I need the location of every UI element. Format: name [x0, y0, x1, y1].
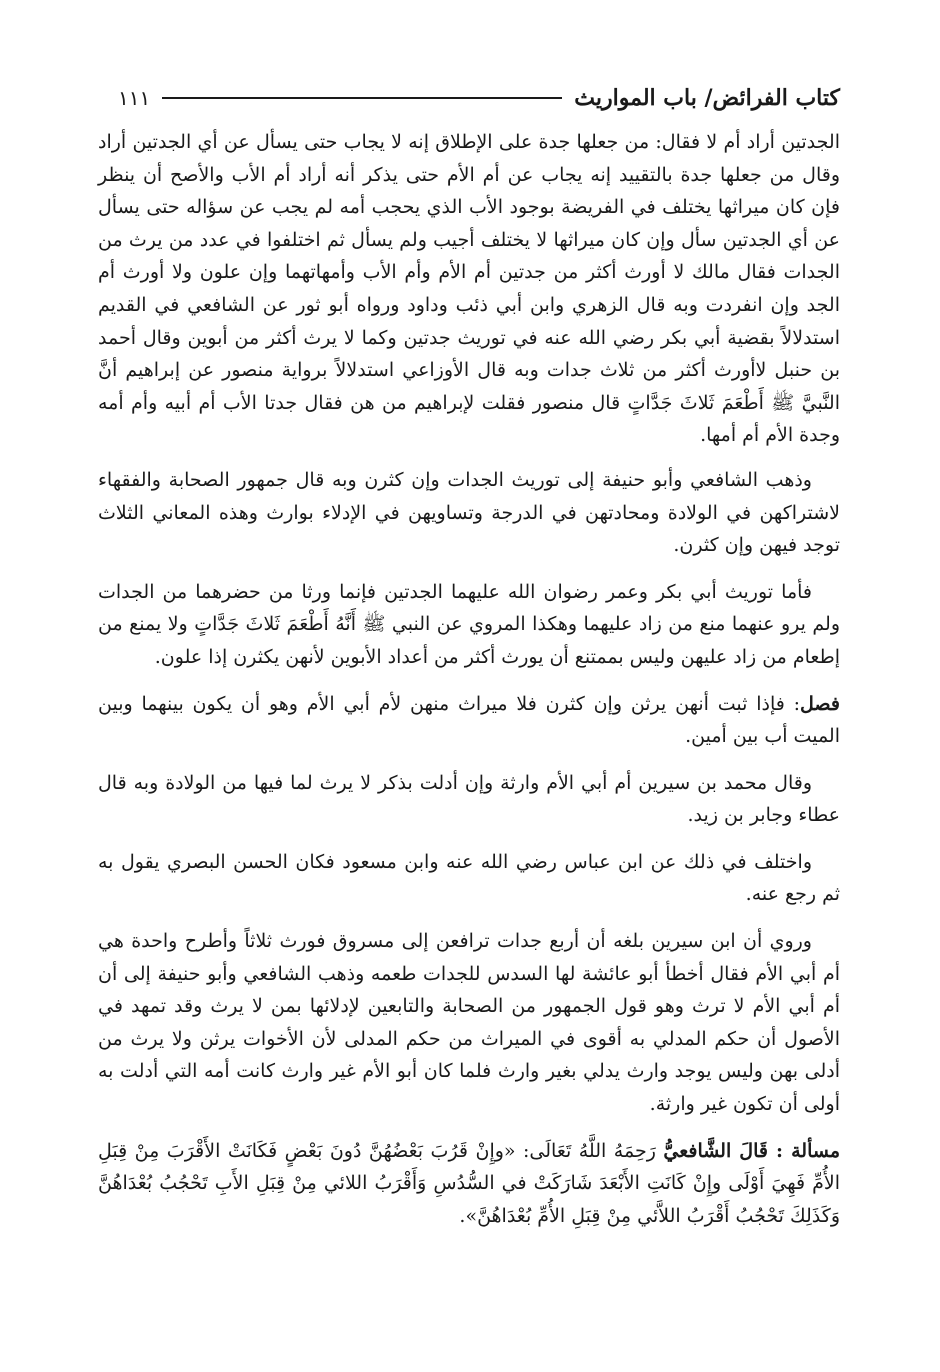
paragraph-text: وقال محمد بن سيرين أم أبي الأم وارثة وإن أدلت بذكر لا يرث لما فيها من الولادة وبه قال عطاء وجابر بن زيد. [98, 771, 840, 827]
paragraph [98, 846, 840, 911]
section-label: فصل [800, 692, 840, 715]
paragraph [98, 126, 840, 452]
paragraph [98, 576, 840, 674]
paragraph-text: رَحِمَهُ اللَّهُ تَعَالَى: «وإِنْ قَرُبَ بَعْضُهُنَّ دُونَ بَعْضٍ فَكَانَتْ الأَقْرَبَ مِنْ قِبَلِ الأُمِّ فَهِيَ أَوْلَى وإِنْ كَانَتِ الأَبْعَدَ شَارَكَتْ في السُّدُسِ وَأَقْرَبُ اللائي مِنْ قِبَلِ الأَبِ تَحْجُبُ بُعْدَاهُنَّ وَكَذَلِكَ تَحْجُبُ أَقْرَبُ اللاَّئي مِنْ قِبَلِ الأُمِّ بُعْدَاهُنَّ». [98, 1139, 840, 1227]
paragraph-text: وروي أن ابن سيرين بلغه أن أربع جدات ترافعن إلى مسروق فورث ثلاثاً وأطرح واحدة هي أم أبي الأم فقال أخطأ أبو عائشة لها السدس للجدات طعمه وذهب الشافعي وأبو حنيفة إلى أن أم أبي الأم لا ترث وهو قول الجمهور من الصحابة والتابعين لإدلائها بمن لا يرث وقد تمهد في الأصول أن حكم المدلي به أقوى في الميراث من حكم المدلى لأن الأخوات يرثن ولا يرث من أدلى بهن وليس يوجد وارث يدلي بغير وارث فلما كان أبو الأم غير وارث كانت أمه التي أدلت به أولى أن تكون غير وارثة. [98, 930, 841, 1116]
paragraph-text: الجدتين أراد أم لا فقال: من جعلها جدة على الإطلاق إنه لا يجاب حتى يسأل عن أي الجدتين أراد وقال من جعلها جدة بالتقييد إنه يجاب عن أم الأم حتى يذكر أنه أراد أم الأب والأصح أن ينظر فإن كان ميراثها يختلف في الفريضة بوجود الأب الذي يحجب أمه لم يجب عن سؤاله حتى يسأل عن أي الجدتين سأل وإن كان ميراثها لا يختلف أجيب ولم يسأل ثم اختلفوا في عدد من يرث من الجدات فقال مالك لا أورث أكثر من جدتين أم الأم وأم الأب وأمهاتهما وإن علون ولا أورث أم الجد وإن انفردت وبه قال الزهري وابن أبي ذئب وداود ورواه أبو ثور عن الشافعي في القديم استدلالاً بقضية أبي بكر رضي الله عنه في توريث جدتين وكما لا يرث أكثر من أبوين وقال أحمد بن حنبل لاأورث أكثر من ثلاث جدات وبه قال الأوزاعي استدلالاً برواية منصور عن إبراهيم أنَّ النَّبيَّ ﷺ أَطْعَمَ ثَلاثَ جَدَّاتٍ قال منصور فقلت لإبراهيم من هن فقال جدتا الأب أم أبيه وأم أمه وجدة الأم أم أمها. [98, 131, 840, 447]
paragraph [98, 688, 840, 753]
paragraph-text: واختلف في ذلك عن ابن عباس رضي الله عنه وابن مسعود فكان الحسن البصري يقول به ثم رجع عنه. [98, 850, 840, 906]
page-number: ١١١ [118, 86, 151, 110]
paragraph [98, 925, 840, 1121]
paragraph [98, 1135, 840, 1233]
header-rule [162, 97, 562, 99]
paragraph-text: وذهب الشافعي وأبو حنيفة إلى توريث الجدات وإن كثرن وبه قال جمهور الصحابة والفقهاء لاشتراكهن في الولادة ومحادتهن في الدرجة وتساويهن في الإدلاء بوارث وهذه المعاني الثلاث توجد فيهن وإن كثرن. [98, 468, 840, 557]
paragraph-text: : فإذا ثبت أنهن يرثن وإن كثرن فلا ميراث منهن لأم أبي الأم وهو أن يكون بينهما وبين الميت أب بين أمين. [98, 692, 840, 748]
issue-label: مسألة : قَالَ الشَّافعيُّ [663, 1139, 840, 1162]
paragraph-text: فأما توريث أبي بكر وعمر رضوان الله عليهما الجدتين فإنما ورثا من حضرهما من الجدات ولم يرو عنهما منع من زاد عليهما وهكذا المروي عن النبي ﷺ أَنَّهُ أَطْعَمَ ثَلاثَ جَدَّاتٍ ولا يمنع من إطعام من زاد عليهن وليس بممتنع أن يورث أكثر من أعداد الأبوين لأنهن يكثرن إذا علون. [98, 580, 840, 668]
running-title: كتاب الفرائض/ باب المواريث [574, 85, 840, 111]
page-header [118, 78, 840, 118]
page-body [98, 126, 840, 1352]
paragraph [98, 464, 840, 562]
paragraph [98, 767, 840, 832]
